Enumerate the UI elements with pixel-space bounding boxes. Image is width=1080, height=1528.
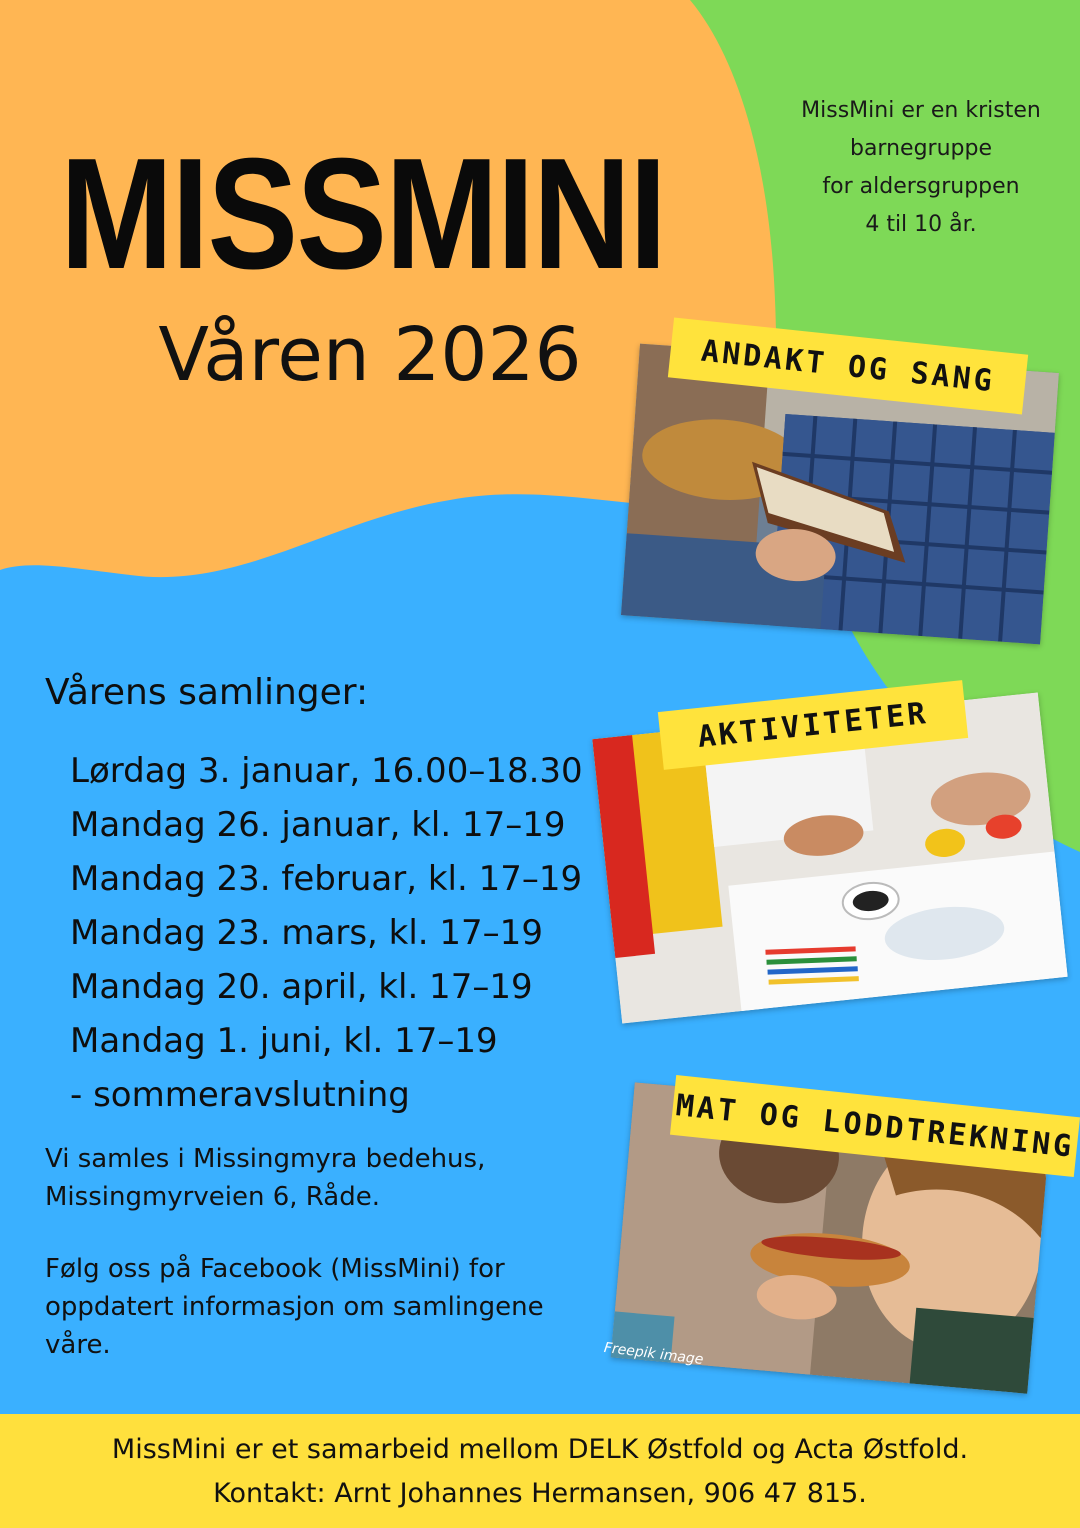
photo-credit: Freepik image (603, 1340, 705, 1369)
venue-text (45, 1140, 585, 1216)
schedule-heading: Vårens samlinger: (45, 672, 369, 713)
schedule-list (70, 744, 583, 1122)
intro-line: 4 til 10 år. (865, 212, 977, 237)
page-title: MISSMINI (60, 126, 666, 302)
schedule-item: Mandag 1. juni, kl. 17–19 (70, 1021, 498, 1061)
intro-line: barnegruppe (849, 136, 992, 161)
photo-label-aktiviteter: AKTIVITETER (658, 680, 968, 770)
schedule-item: - sommeravslutning (70, 1075, 410, 1115)
venue-line: Vi samles i Missingmyra bedehus, (45, 1144, 486, 1174)
schedule-item: Mandag 26. januar, kl. 17–19 (70, 805, 566, 845)
footer-collaboration: MissMini er et samarbeid mellom DELK Østfold og Acta Østfold. (111, 1434, 969, 1465)
photo-label-andakt: ANDAKT OG SANG (668, 318, 1028, 415)
schedule-item: Mandag 20. april, kl. 17–19 (70, 967, 533, 1007)
intro-line: MissMini er en kristen (801, 98, 1041, 123)
footer (0, 1414, 1080, 1528)
page-subtitle: Våren 2026 (158, 312, 582, 398)
schedule-item: Mandag 23. mars, kl. 17–19 (70, 913, 543, 953)
footer-contact: Kontakt: Arnt Johannes Hermansen, 906 47 815. (213, 1478, 867, 1509)
schedule-item: Mandag 23. februar, kl. 17–19 (70, 859, 583, 899)
facebook-text: Følg oss på Facebook (MissMini) for oppdatert informasjon om samlingene våre. (45, 1254, 544, 1360)
schedule-item: Lørdag 3. januar, 16.00–18.30 (70, 751, 583, 791)
intro-text (790, 92, 1052, 244)
intro-line: for aldersgruppen (822, 174, 1020, 199)
venue-line: Missingmyrveien 6, Råde. (45, 1182, 380, 1212)
photo-label-mat: MAT OG LODDTREKNING (670, 1075, 1080, 1177)
